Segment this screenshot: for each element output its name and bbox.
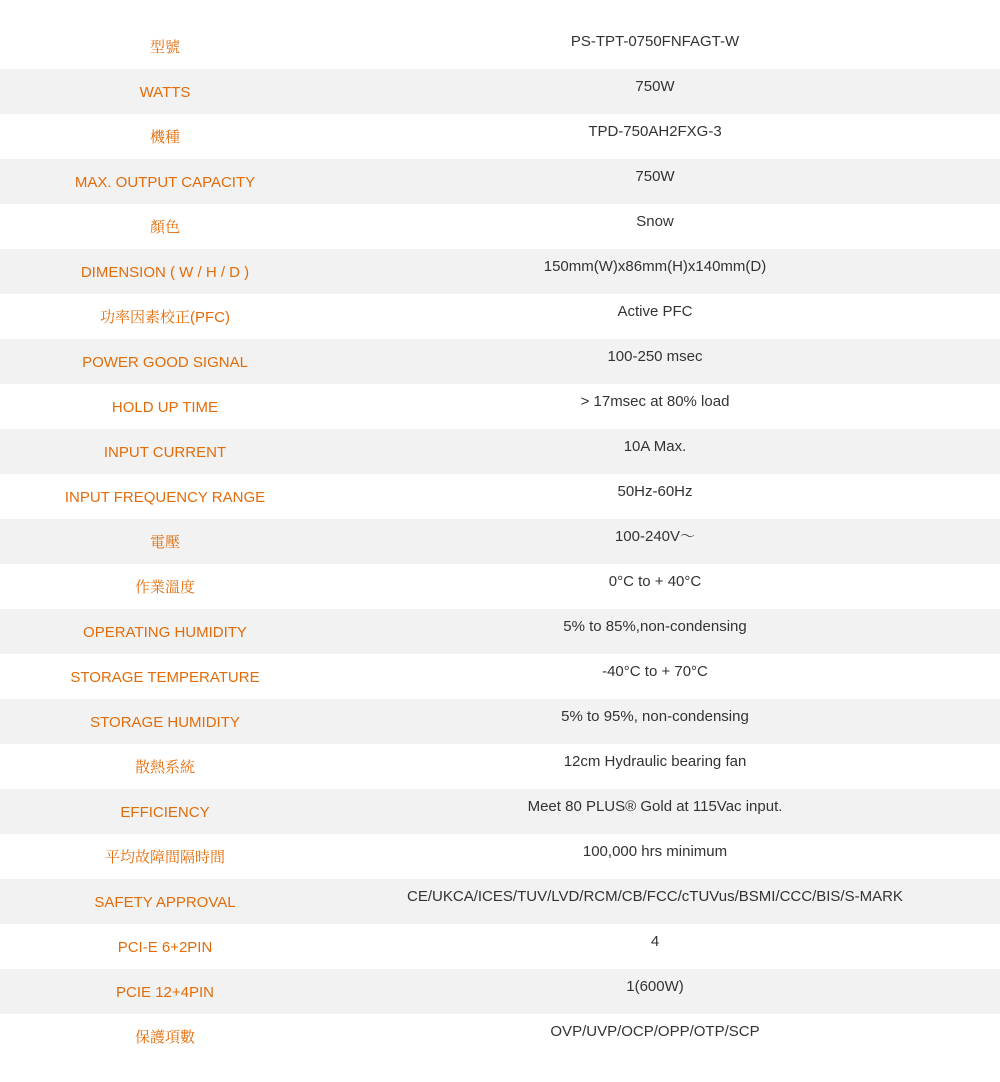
spec-label: 功率因素校正(PFC) [100,309,230,326]
spec-value: 100-250 msec [607,348,703,365]
spec-label: 散熱系統 [134,759,195,776]
spec-row-watts [0,69,1000,114]
spec-row-dimension [0,249,1000,294]
spec-row-machine-type [0,114,1000,159]
spec-value: Snow [636,213,674,230]
spec-row-model [0,24,1000,69]
spec-value: 5% to 95%, non-condensing [561,708,749,725]
spec-row-hold-up-time [0,384,1000,429]
spec-label: 顏色 [149,219,180,236]
spec-row-power-good-signal [0,339,1000,384]
spec-label: 平均故障間隔時間 [104,849,225,866]
spec-value: TPD-750AH2FXG-3 [588,123,722,140]
spec-label: 保護項數 [134,1029,195,1046]
spec-label: POWER GOOD SIGNAL [82,354,248,371]
spec-label: MAX. OUTPUT CAPACITY [74,174,256,191]
spec-row-storage-humidity [0,699,1000,744]
spec-value: 4 [650,933,660,950]
spec-label: DIMENSION ( W / H / D ) [80,264,250,281]
spec-row-pcie-6-2pin [0,924,1000,969]
spec-row-input-current [0,429,1000,474]
spec-label: STORAGE TEMPERATURE [70,669,260,686]
spec-value: CE/UKCA/ICES/TUV/LVD/RCM/CB/FCC/cTUVus/BSMI/CCC/BIS/S-MARK [407,888,903,905]
spec-value: 50Hz-60Hz [617,483,693,500]
spec-label: INPUT FREQUENCY RANGE [64,489,266,506]
spec-value: 1(600W) [626,978,684,995]
spec-label: STORAGE HUMIDITY [90,714,240,731]
spec-value: OVP/UVP/OCP/OPP/OTP/SCP [550,1023,760,1040]
spec-value: 10A Max. [623,438,687,455]
spec-label: HOLD UP TIME [111,399,219,416]
spec-row-max-output [0,159,1000,204]
spec-value: 750W [635,78,675,95]
spec-value: PS-TPT-0750FNFAGT-W [570,33,740,50]
spec-label: 機種 [149,129,180,146]
spec-label: WATTS [139,84,191,101]
spec-label: 電壓 [149,534,180,551]
spec-row-efficiency [0,789,1000,834]
spec-row-pfc [0,294,1000,339]
spec-value: Active PFC [617,303,693,320]
spec-row-voltage [0,519,1000,564]
spec-row-operating-temperature [0,564,1000,609]
spec-value: 5% to 85%,non-condensing [563,618,747,635]
spec-label: 型號 [149,39,180,56]
spec-row-pcie-12-4pin [0,969,1000,1014]
spec-row-safety-approval [0,879,1000,924]
spec-row-storage-temperature [0,654,1000,699]
spec-value: 0°C to + 40°C [608,573,702,590]
spec-value: > 17msec at 80% load [580,393,730,410]
spec-row-color [0,204,1000,249]
spec-label: OPERATING HUMIDITY [83,624,247,641]
spec-label: EFFICIENCY [120,804,210,821]
spec-value: 750W [635,168,675,185]
spec-value: 12cm Hydraulic bearing fan [563,753,747,770]
spec-label: PCIE 12+4PIN [116,984,214,1001]
spec-row-mtbf [0,834,1000,879]
spec-value: 100-240V～ [614,528,696,545]
spec-value: Meet 80 PLUS® Gold at 115Vac input. [527,798,783,815]
spec-label: 作業溫度 [134,579,195,596]
spec-label: INPUT CURRENT [103,444,227,461]
spec-value: 100,000 hrs minimum [582,843,728,860]
spec-row-input-frequency [0,474,1000,519]
spec-row-protections [0,1014,1000,1059]
spec-label: SAFETY APPROVAL [94,894,236,911]
spec-label: PCI-E 6+2PIN [117,939,213,956]
spec-value: -40°C to + 70°C [602,663,708,680]
spec-row-operating-humidity [0,609,1000,654]
spec-value: 150mm(W)x86mm(H)x140mm(D) [543,258,767,275]
spec-row-cooling-system [0,744,1000,789]
spec-table [0,24,1000,1059]
